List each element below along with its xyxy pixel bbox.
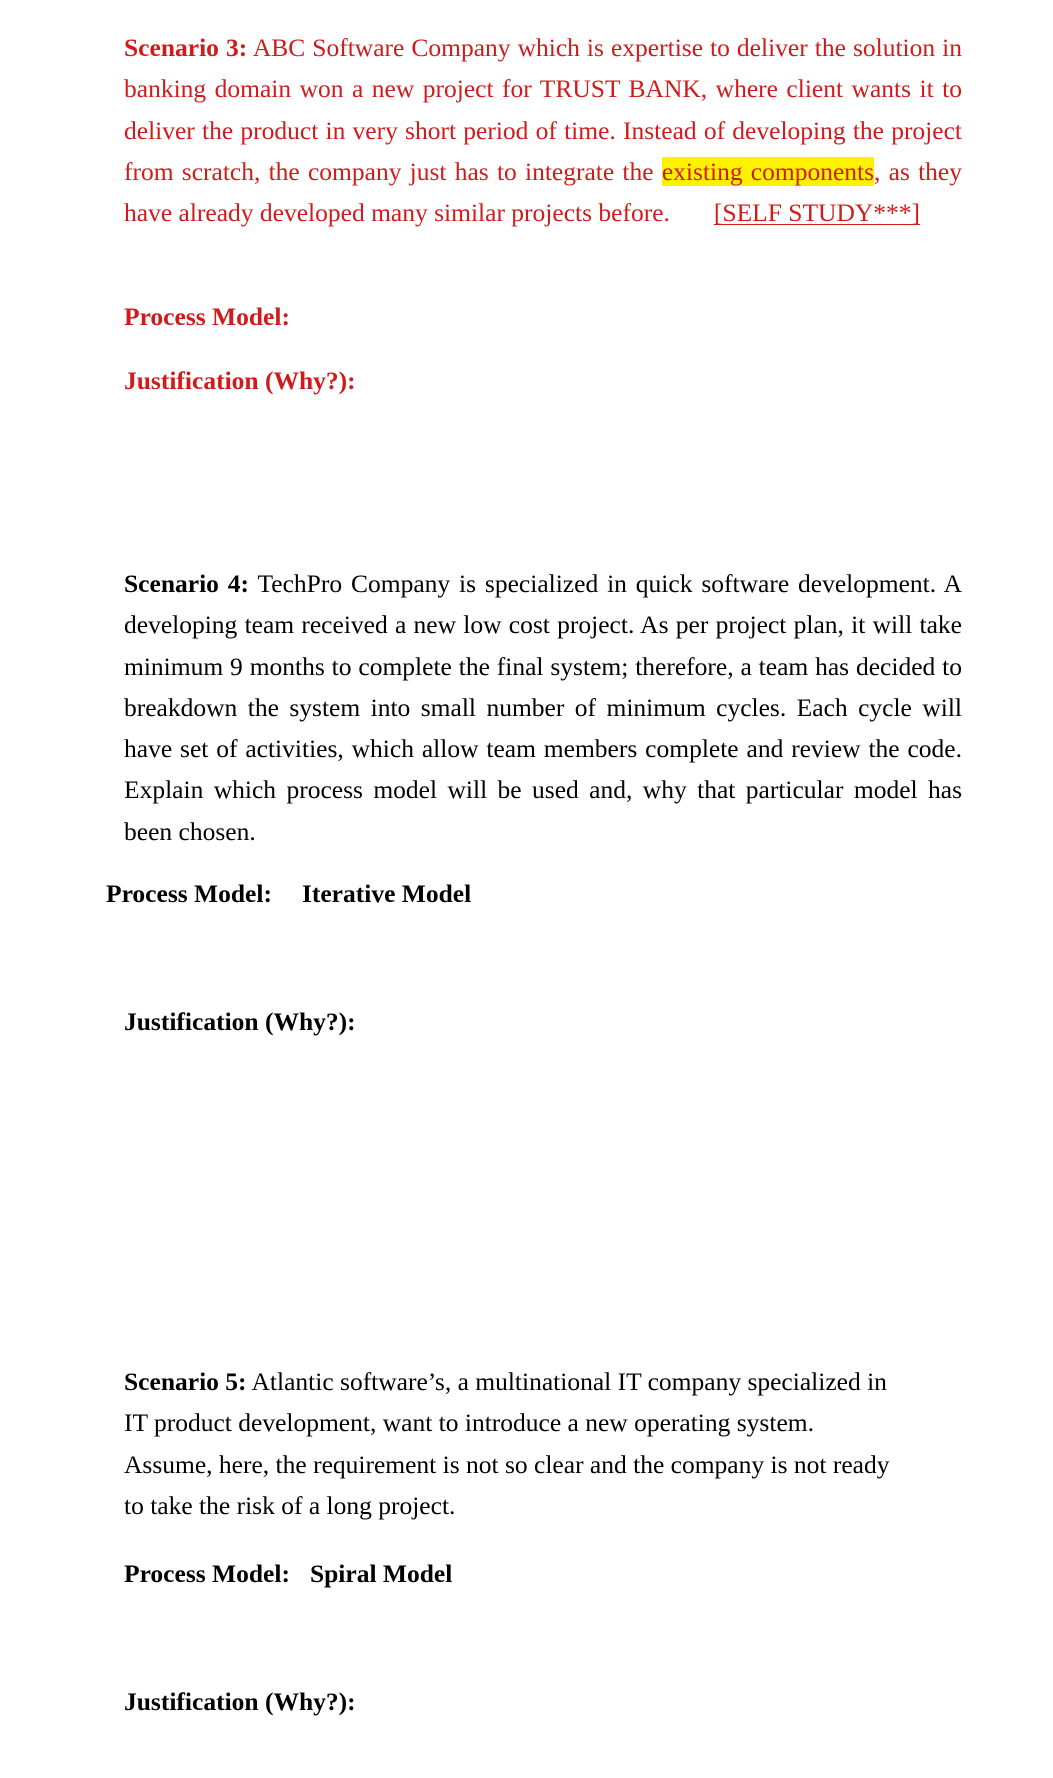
scenario-5-process-model-label: Process Model: [124,1559,290,1588]
scenario-4-justification-label: Justification (Why?): [124,1007,356,1036]
scenario-4-process-model [106,879,471,909]
scenario-5-line-1-text: Atlantic software’s, a multinational IT company specialized in [251,1367,887,1396]
scenario-4-process-model-label: Process Model: [106,879,272,908]
scenario-3-paragraph [124,27,962,233]
scenario-4-paragraph [124,563,962,852]
scenario-4-text: TechPro Company is specialized in quick software development. A developing team received a new low cost project. As per project plan, it will take minimum 9 months to complete the final system; therefore, a team has decided to breakdown the system into small number of minimum cycles. Each cycle will have set of activities, which allow team members complete and review the code. Explain which process model will be used and, why that particular model has been chosen. [124,569,963,846]
scenario-5-justification-label: Justification (Why?): [124,1687,356,1716]
scenario-5-line-2: IT product development, want to introduce a new operating system. [124,1408,814,1438]
scenario-5-heading: Scenario 5: [124,1367,247,1396]
scenario-5-line-3: Assume, here, the requirement is not so clear and the company is not ready [124,1449,890,1479]
scenario-5-line-4: to take the risk of a long project. [124,1490,456,1520]
scenario-3-process-model-label: Process Model: [124,302,290,331]
scenario-4-heading: Scenario 4: [124,569,250,598]
scenario-3-heading: Scenario 3: [124,33,248,62]
self-study-link: [SELF STUDY***] [713,198,921,228]
scenario-5-paragraph [124,1361,962,1526]
scenario-5-process-model-value: Spiral Model [309,1559,453,1588]
scenario-3-text-after: , as they have already developed many similar projects before. [124,156,962,228]
scenario-3-highlight: existing components [661,156,875,186]
scenario-5-process-model [124,1559,452,1589]
scenario-4-process-model-value: Iterative Model [301,879,472,908]
scenario-3-justification-label: Justification (Why?): [124,366,356,395]
scenario-5-line-1 [124,1361,962,1402]
scenario-3-text: ABC Software Company which is expertise to deliver the solution in banking domain won a new project for TRUST BANK, where client wants it to deliver the product in very short period of time. Instead of developing the project from scratch, the company just has to integrate the [124,33,963,186]
